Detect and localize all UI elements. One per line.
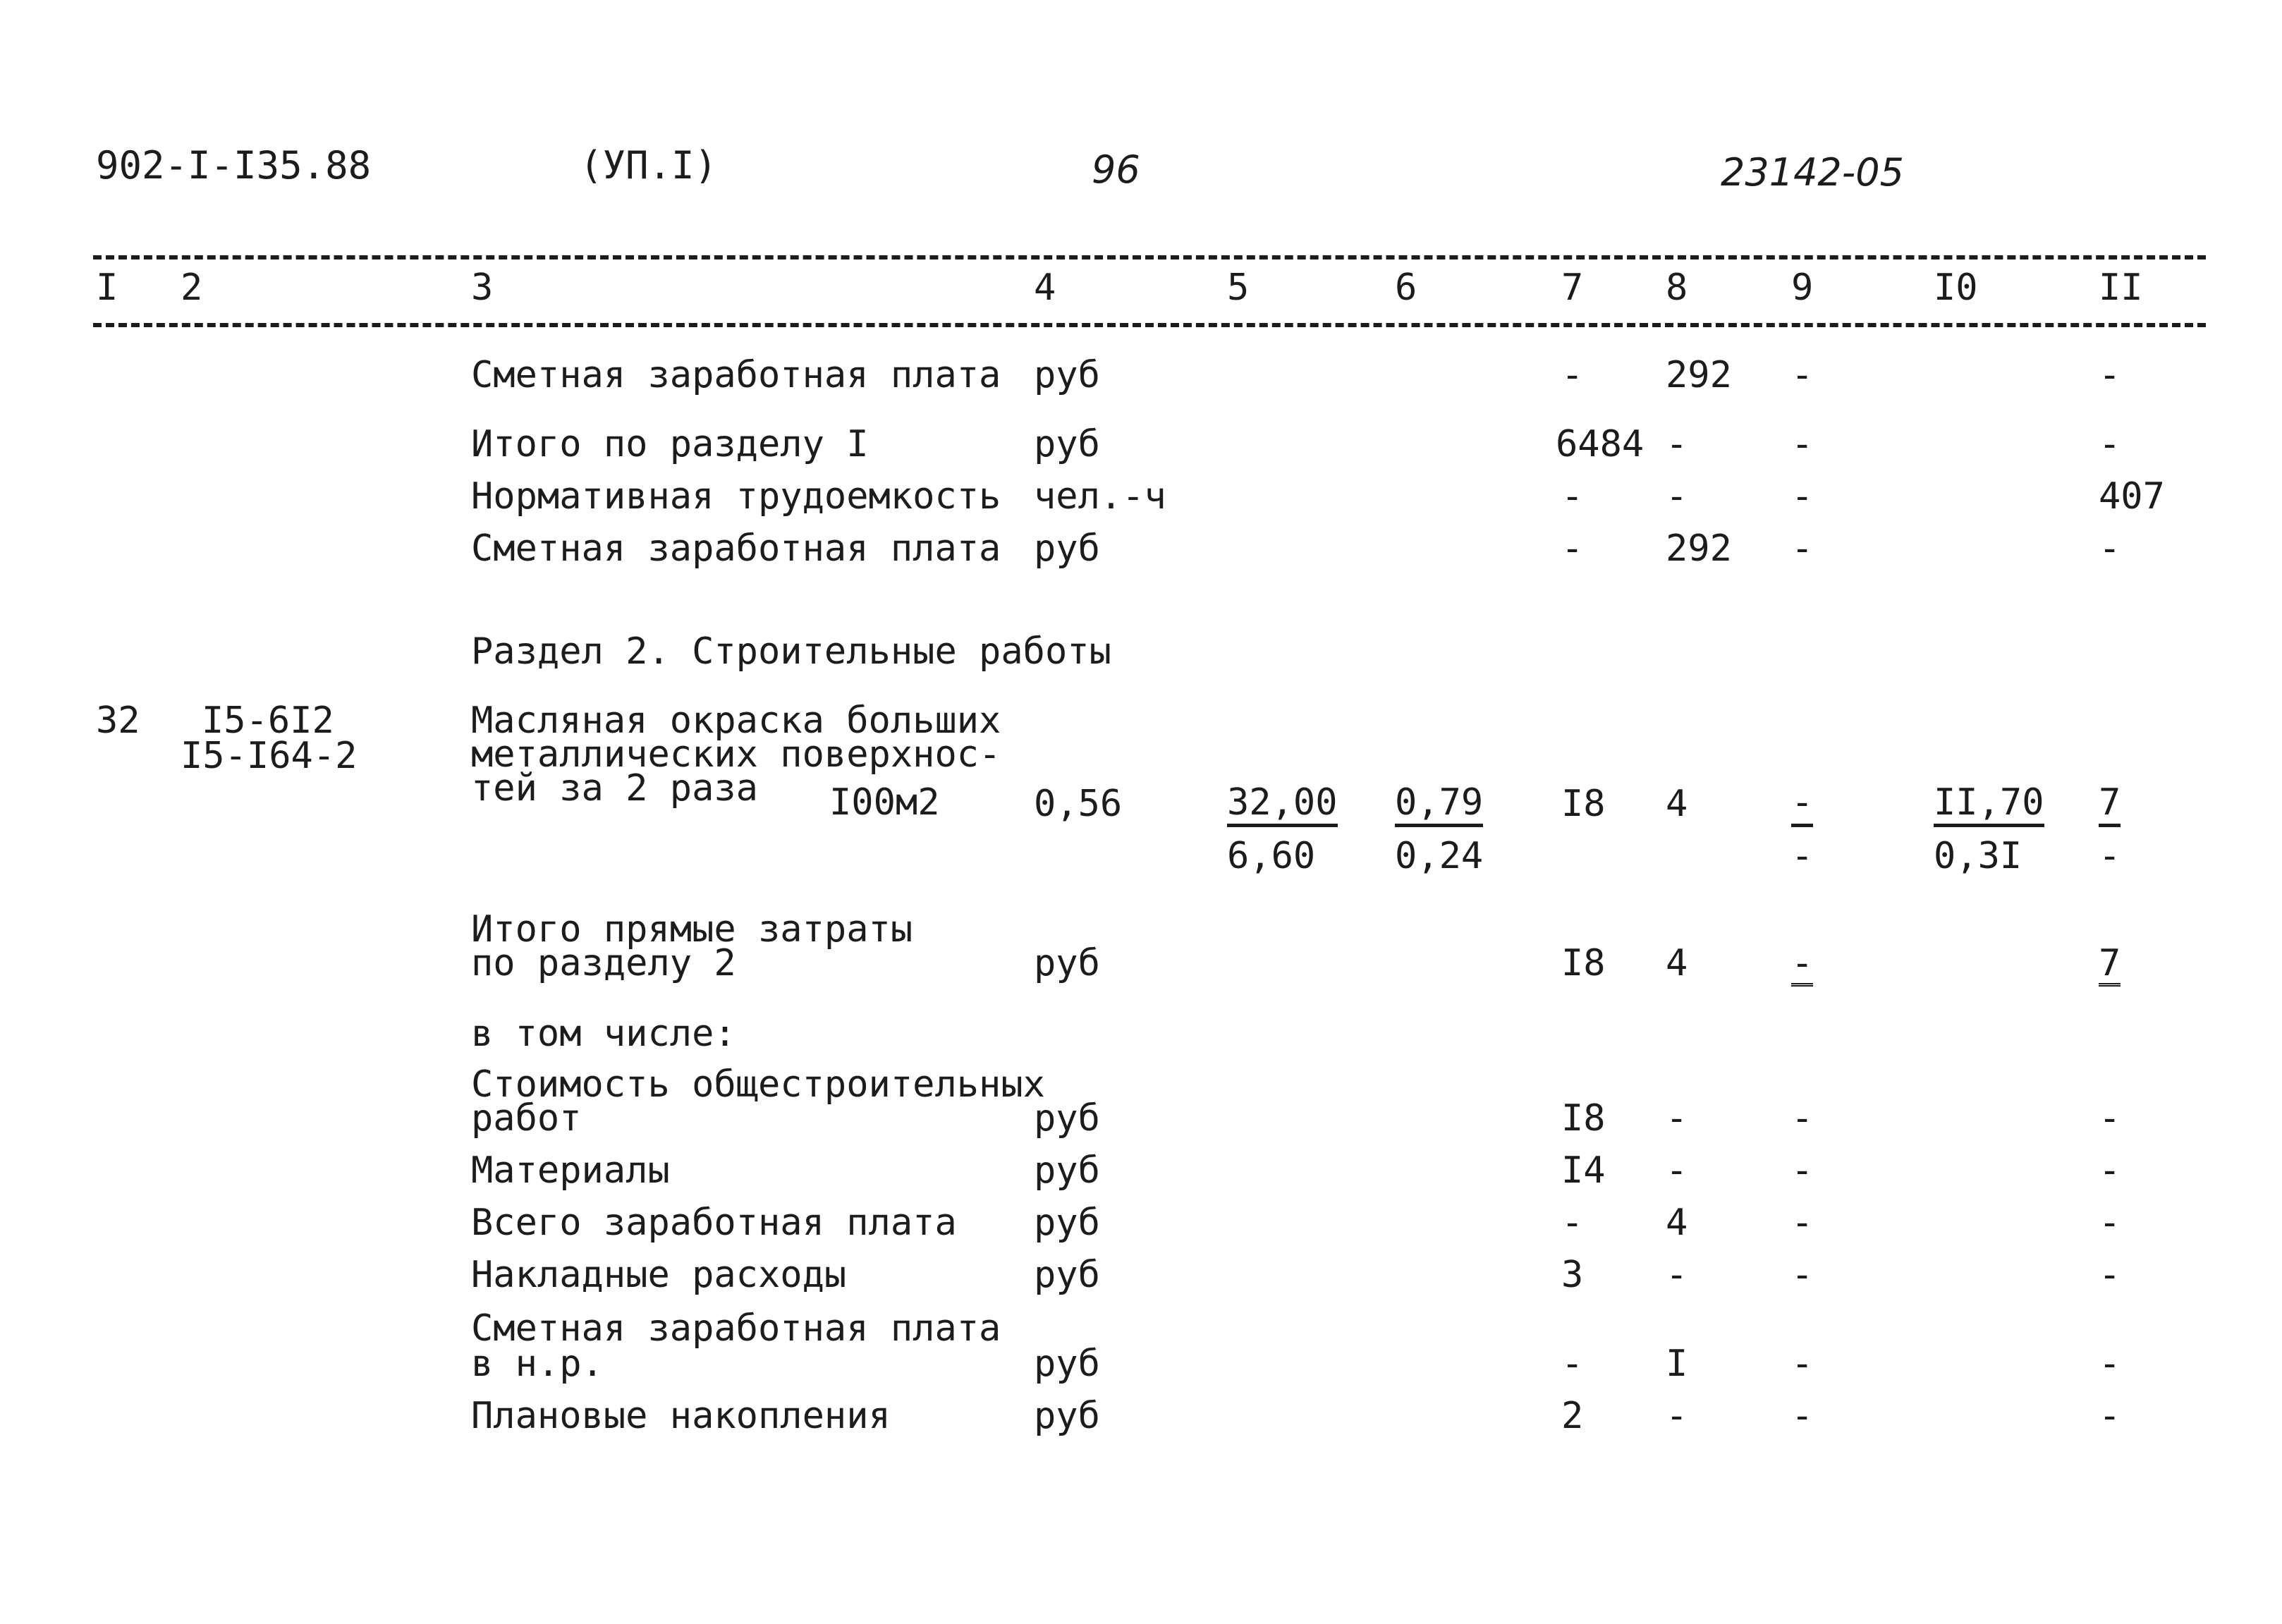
row-name: Плановые накопления	[471, 1395, 891, 1437]
row-col7: -	[1561, 354, 1584, 396]
row-col9: -	[1791, 1202, 1814, 1244]
row-col9: -	[1791, 527, 1814, 570]
row-col7: I8	[1561, 1097, 1606, 1140]
total-col9: -	[1791, 945, 1813, 987]
row-col11: 407	[2099, 475, 2165, 518]
item-unit: I00м2	[829, 781, 940, 824]
row-col9: -	[1791, 1149, 1814, 1192]
row-col7: I4	[1561, 1149, 1606, 1192]
row-col8: -	[1666, 1149, 1688, 1192]
row-col9: -	[1791, 475, 1814, 518]
row-col9: -	[1791, 1343, 1814, 1385]
row-name: работ	[471, 1097, 582, 1140]
row-name: Стоимость общестроительных	[471, 1063, 1045, 1106]
item-code: I5-6I2	[202, 700, 334, 742]
total-col11: 7	[2099, 945, 2121, 987]
including-label: в том числе:	[471, 1013, 736, 1055]
item-col11-top: 7	[2099, 784, 2121, 827]
row-col7: -	[1561, 475, 1584, 518]
col-header-10: I0	[1934, 267, 1978, 309]
row-name: Накладные расходы	[471, 1254, 847, 1296]
row-col11: -	[2099, 1343, 2121, 1385]
row-name: Материалы	[471, 1149, 670, 1192]
item-desc-line: металлических поверхнос-	[471, 733, 1001, 776]
item-col5-bottom: 6,60	[1227, 835, 1316, 877]
row-col7: 6484	[1556, 423, 1645, 465]
row-name: Сметная заработная плата	[471, 354, 1001, 396]
row-col11: -	[2099, 354, 2121, 396]
item-qty: 0,56	[1034, 783, 1123, 825]
row-col11: -	[2099, 1395, 2121, 1437]
row-unit: чел.-ч	[1034, 475, 1166, 518]
total-col7: I8	[1561, 942, 1606, 984]
row-col7: -	[1561, 1202, 1584, 1244]
row-col8: -	[1666, 1254, 1688, 1296]
row-unit: руб	[1034, 527, 1100, 570]
col-header-4: 4	[1034, 267, 1056, 309]
table-top-rule	[93, 255, 2206, 260]
col-header-1: I	[96, 267, 118, 309]
row-unit: руб	[1034, 1343, 1100, 1385]
row-col9: -	[1791, 354, 1814, 396]
total-label-line: Итого прямые затраты	[471, 908, 913, 951]
item-code: I5-I64-2	[181, 735, 358, 777]
total-col8: 4	[1666, 942, 1688, 984]
row-unit: руб	[1034, 1254, 1100, 1296]
row-unit: руб	[1034, 1149, 1100, 1192]
col-header-6: 6	[1395, 267, 1417, 309]
item-col7: I8	[1561, 783, 1606, 825]
doc-code: 902-I-I35.88	[96, 143, 372, 188]
col-header-11: II	[2099, 267, 2143, 309]
row-col8: I	[1666, 1343, 1688, 1385]
row-name: в н.р.	[471, 1343, 604, 1385]
row-col9: -	[1791, 1395, 1814, 1437]
item-col9-bottom: -	[1791, 835, 1814, 877]
row-col7: 3	[1561, 1254, 1584, 1296]
item-col8: 4	[1666, 783, 1688, 825]
item-number: 32	[96, 700, 140, 742]
row-col7: -	[1561, 1343, 1584, 1385]
row-col7: -	[1561, 527, 1584, 570]
item-col9-top: -	[1791, 784, 1813, 827]
row-col11: -	[2099, 1202, 2121, 1244]
item-col6-bottom: 0,24	[1395, 835, 1484, 877]
col-header-8: 8	[1666, 267, 1688, 309]
item-desc-line: Масляная окраска больших	[471, 700, 1001, 742]
row-col8: 292	[1666, 527, 1732, 570]
row-unit: руб	[1034, 354, 1100, 396]
row-col8: 292	[1666, 354, 1732, 396]
archive-number: 23142-05	[1721, 150, 1904, 195]
row-name: Сметная заработная плата	[471, 527, 1001, 570]
row-col11: -	[2099, 1097, 2121, 1140]
item-col5-top: 32,00	[1227, 784, 1338, 827]
item-col10-top: II,70	[1934, 784, 2044, 827]
col-header-7: 7	[1561, 267, 1584, 309]
total-unit: руб	[1034, 942, 1100, 984]
col-header-9: 9	[1791, 267, 1814, 309]
row-col11: -	[2099, 423, 2121, 465]
row-col8: -	[1666, 475, 1688, 518]
col-header-5: 5	[1227, 267, 1250, 309]
row-col7: 2	[1561, 1395, 1584, 1437]
row-col11: -	[2099, 527, 2121, 570]
section-title: Раздел 2. Строительные работы	[471, 630, 1111, 673]
total-label-line: по разделу 2	[471, 942, 736, 984]
item-desc-line: тей за 2 раза	[471, 767, 758, 810]
row-unit: руб	[1034, 423, 1100, 465]
row-unit: руб	[1034, 1202, 1100, 1244]
row-col8: 4	[1666, 1202, 1688, 1244]
row-col9: -	[1791, 423, 1814, 465]
row-col11: -	[2099, 1149, 2121, 1192]
album-label: (УП.I)	[580, 143, 718, 188]
col-header-2: 2	[181, 267, 203, 309]
table-header-rule	[93, 323, 2206, 327]
item-col11-bottom: -	[2099, 835, 2121, 877]
row-unit: руб	[1034, 1395, 1100, 1437]
row-name: Всего заработная плата	[471, 1202, 957, 1244]
row-unit: руб	[1034, 1097, 1100, 1140]
row-name: Нормативная трудоемкость	[471, 475, 1001, 518]
page-number: 96	[1092, 147, 1140, 192]
row-col9: -	[1791, 1254, 1814, 1296]
row-name: Итого по разделу I	[471, 423, 869, 465]
row-col8: -	[1666, 423, 1688, 465]
item-col10-bottom: 0,3I	[1934, 835, 2022, 877]
item-col6-top: 0,79	[1395, 784, 1483, 827]
row-col11: -	[2099, 1254, 2121, 1296]
row-col8: -	[1666, 1097, 1688, 1140]
col-header-3: 3	[471, 267, 494, 309]
row-col8: -	[1666, 1395, 1688, 1437]
row-name: Сметная заработная плата	[471, 1307, 1001, 1350]
row-col9: -	[1791, 1097, 1814, 1140]
